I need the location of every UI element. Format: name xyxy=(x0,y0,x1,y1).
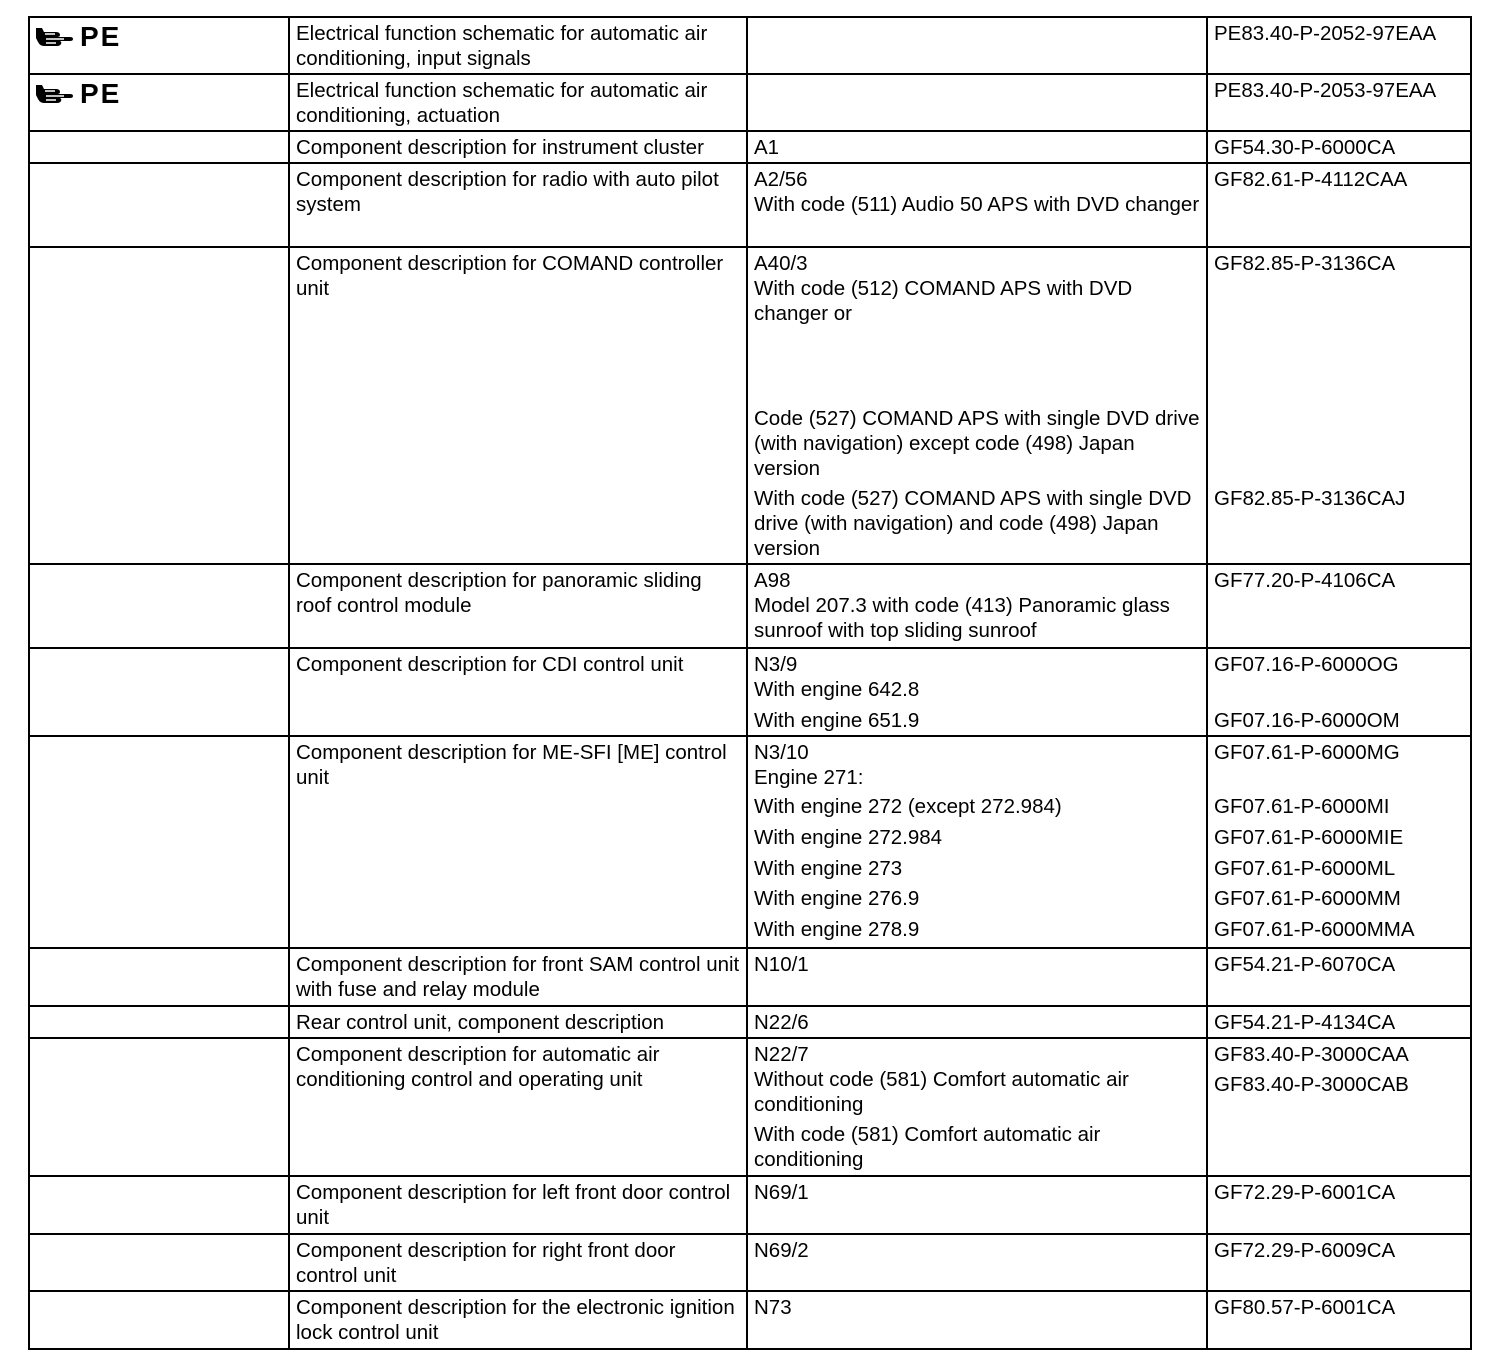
condition-cell xyxy=(747,1176,1207,1234)
description-cell xyxy=(289,1291,747,1349)
pe-cell xyxy=(29,1291,289,1349)
reference-cell xyxy=(1207,131,1471,163)
pe-cell xyxy=(29,1006,289,1038)
condition-text: A40/3 With code (512) COMAND APS with DVD changer or xyxy=(754,252,1133,325)
condition-cell xyxy=(747,1291,1207,1349)
condition-cell xyxy=(747,1234,1207,1291)
table-row xyxy=(29,736,1471,948)
reference-cell xyxy=(1207,74,1471,131)
document-reference-link[interactable]: GF54.21-P-6070CA xyxy=(1214,953,1396,976)
description-cell xyxy=(289,948,747,1006)
condition-text: With engine 272 (except 272.984) xyxy=(754,795,1062,818)
table-row xyxy=(29,74,1471,131)
document-reference-link[interactable]: GF83.40-P-3000CAB xyxy=(1214,1073,1409,1096)
condition-text: A98 Model 207.3 with code (413) Panoramic glass sunroof with top sliding sunroof xyxy=(754,569,1170,642)
description-text: Rear control unit, component description xyxy=(296,1011,665,1034)
pointing-hand-icon xyxy=(34,82,76,106)
document-reference-link[interactable]: GF80.57-P-6001CA xyxy=(1214,1296,1396,1319)
table-body xyxy=(29,17,1471,1349)
condition-cell xyxy=(747,163,1207,247)
description-cell xyxy=(289,163,747,247)
document-reference-link[interactable]: GF83.40-P-3000CAA xyxy=(1214,1043,1409,1066)
condition-text: N10/1 xyxy=(754,953,809,976)
condition-text: With engine 272.984 xyxy=(754,826,943,849)
condition-cell xyxy=(747,247,1207,564)
pe-cell xyxy=(29,948,289,1006)
description-text: Component description for ME-SFI [ME] control unit xyxy=(296,741,727,789)
condition-text: N3/10 Engine 271: xyxy=(754,741,864,789)
description-cell xyxy=(289,1006,747,1038)
pe-label: PE xyxy=(80,21,122,52)
document-reference-link[interactable]: GF82.61-P-4112CAA xyxy=(1214,168,1408,191)
condition-text: With engine 273 xyxy=(754,857,903,880)
table-row xyxy=(29,1291,1471,1349)
document-reference-link[interactable]: GF07.61-P-6000MMA xyxy=(1214,918,1415,941)
condition-cell xyxy=(747,948,1207,1006)
document-reference-link[interactable]: GF07.61-P-6000MG xyxy=(1214,741,1400,764)
reference-cell xyxy=(1207,1234,1471,1291)
pe-cell xyxy=(29,736,289,948)
description-cell xyxy=(289,74,747,131)
condition-text: N73 xyxy=(754,1296,792,1319)
document-reference-link[interactable]: GF82.85-P-3136CA xyxy=(1214,252,1396,275)
description-text: Component description for instrument cluster xyxy=(296,136,704,159)
document-reference-link[interactable]: GF07.61-P-6000MI xyxy=(1214,795,1390,818)
condition-cell xyxy=(747,736,1207,948)
table-row xyxy=(29,1038,1471,1176)
document-reference-link[interactable]: GF77.20-P-4106CA xyxy=(1214,569,1396,592)
pe-cell xyxy=(29,564,289,648)
reference-cell xyxy=(1207,163,1471,247)
document-reference-link[interactable]: GF07.61-P-6000MM xyxy=(1214,887,1401,910)
table-row xyxy=(29,948,1471,1006)
condition-text xyxy=(748,75,1206,80)
document-reference-link[interactable]: GF07.61-P-6000ML xyxy=(1214,857,1396,880)
condition-text: N69/1 xyxy=(754,1181,809,1204)
pointing-hand-icon xyxy=(34,25,76,49)
document-reference-link[interactable]: GF82.85-P-3136CAJ xyxy=(1214,487,1406,510)
table-row xyxy=(29,163,1471,247)
reference-cell xyxy=(1207,648,1471,736)
pe-label: PE xyxy=(80,78,122,109)
description-cell xyxy=(289,564,747,648)
condition-text xyxy=(748,18,1206,23)
pe-cell xyxy=(29,17,289,74)
reference-cell xyxy=(1207,1291,1471,1349)
reference-cell xyxy=(1207,564,1471,648)
reference-cell xyxy=(1207,736,1471,948)
description-cell xyxy=(289,736,747,948)
table-row xyxy=(29,1006,1471,1038)
description-cell xyxy=(289,648,747,736)
pe-link[interactable] xyxy=(30,18,288,56)
document-reference-link[interactable]: GF72.29-P-6001CA xyxy=(1214,1181,1396,1204)
table-row xyxy=(29,1234,1471,1291)
condition-text: With engine 278.9 xyxy=(754,918,920,941)
description-text: Electrical function schematic for automatic air conditioning, input signals xyxy=(296,22,708,70)
condition-text: N69/2 xyxy=(754,1239,809,1262)
document-reference-link[interactable]: GF07.16-P-6000OG xyxy=(1214,653,1399,676)
description-text: Component description for front SAM control unit with fuse and relay module xyxy=(296,953,740,1001)
description-text: Component description for radio with auto pilot system xyxy=(296,168,719,216)
reference-cell xyxy=(1207,1038,1471,1176)
description-text: Component description for COMAND controller unit xyxy=(296,252,724,300)
document-reference-link[interactable]: GF72.29-P-6009CA xyxy=(1214,1239,1396,1262)
description-cell xyxy=(289,1176,747,1234)
reference-cell xyxy=(1207,948,1471,1006)
table-row xyxy=(29,247,1471,564)
pe-cell xyxy=(29,247,289,564)
description-cell xyxy=(289,17,747,74)
description-text: Component description for the electronic ignition lock control unit xyxy=(296,1296,735,1344)
table-row xyxy=(29,1176,1471,1234)
condition-cell xyxy=(747,648,1207,736)
pe-cell xyxy=(29,1234,289,1291)
pe-cell xyxy=(29,1038,289,1176)
document-reference-link[interactable]: PE83.40-P-2053-97EAA xyxy=(1214,79,1437,102)
document-reference-link[interactable]: PE83.40-P-2052-97EAA xyxy=(1214,22,1437,45)
reference-cell xyxy=(1207,1176,1471,1234)
condition-text: With engine 651.9 xyxy=(754,709,920,732)
condition-text: N22/6 xyxy=(754,1011,809,1034)
reference-cell xyxy=(1207,17,1471,74)
table-row xyxy=(29,564,1471,648)
document-reference-link[interactable] xyxy=(1208,403,1470,483)
condition-text: Code (527) COMAND APS with single DVD drive (with navigation) except code (498) Japan version xyxy=(754,407,1200,480)
reference-cell xyxy=(1207,247,1471,564)
condition-cell xyxy=(747,564,1207,648)
description-text: Electrical function schematic for automatic air conditioning, actuation xyxy=(296,79,708,127)
description-text: Component description for automatic air conditioning control and operating unit xyxy=(296,1043,660,1091)
pe-cell xyxy=(29,74,289,131)
condition-cell xyxy=(747,17,1207,74)
table-row xyxy=(29,17,1471,74)
pe-cell xyxy=(29,163,289,247)
condition-cell xyxy=(747,1038,1207,1176)
condition-text: N3/9 With engine 642.8 xyxy=(754,653,920,701)
condition-text: A2/56 With code (511) Audio 50 APS with DVD changer xyxy=(754,168,1200,216)
condition-text: With code (581) Comfort automatic air conditioning xyxy=(754,1123,1101,1171)
document-reference-link[interactable]: GF54.30-P-6000CA xyxy=(1214,136,1396,159)
description-cell xyxy=(289,131,747,163)
pe-cell xyxy=(29,1176,289,1234)
table-row xyxy=(29,131,1471,163)
condition-cell xyxy=(747,131,1207,163)
description-text: Component description for panoramic sliding roof control module xyxy=(296,569,702,617)
document-reference-link[interactable]: GF07.16-P-6000OM xyxy=(1214,709,1400,732)
pe-cell xyxy=(29,131,289,163)
condition-cell xyxy=(747,1006,1207,1038)
description-text: Component description for CDI control unit xyxy=(296,653,684,676)
document-reference-link[interactable]: GF07.61-P-6000MIE xyxy=(1214,826,1404,849)
component-reference-table xyxy=(28,16,1472,1350)
document-reference-link[interactable]: GF54.21-P-4134CA xyxy=(1214,1011,1396,1034)
description-text: Component description for left front door control unit xyxy=(296,1181,731,1229)
description-text: Component description for right front door control unit xyxy=(296,1239,676,1287)
table-row xyxy=(29,648,1471,736)
condition-text: N22/7 Without code (581) Comfort automatic air conditioning xyxy=(754,1043,1129,1116)
condition-text: A1 xyxy=(754,136,780,159)
reference-cell xyxy=(1207,1006,1471,1038)
condition-text: With code (527) COMAND APS with single DVD drive (with navigation) and code (498) Japan version xyxy=(754,487,1192,560)
pe-link[interactable] xyxy=(30,75,288,113)
description-cell xyxy=(289,1038,747,1176)
condition-cell xyxy=(747,74,1207,131)
condition-text: With engine 276.9 xyxy=(754,887,920,910)
description-cell xyxy=(289,1234,747,1291)
description-cell xyxy=(289,247,747,564)
pe-cell xyxy=(29,648,289,736)
